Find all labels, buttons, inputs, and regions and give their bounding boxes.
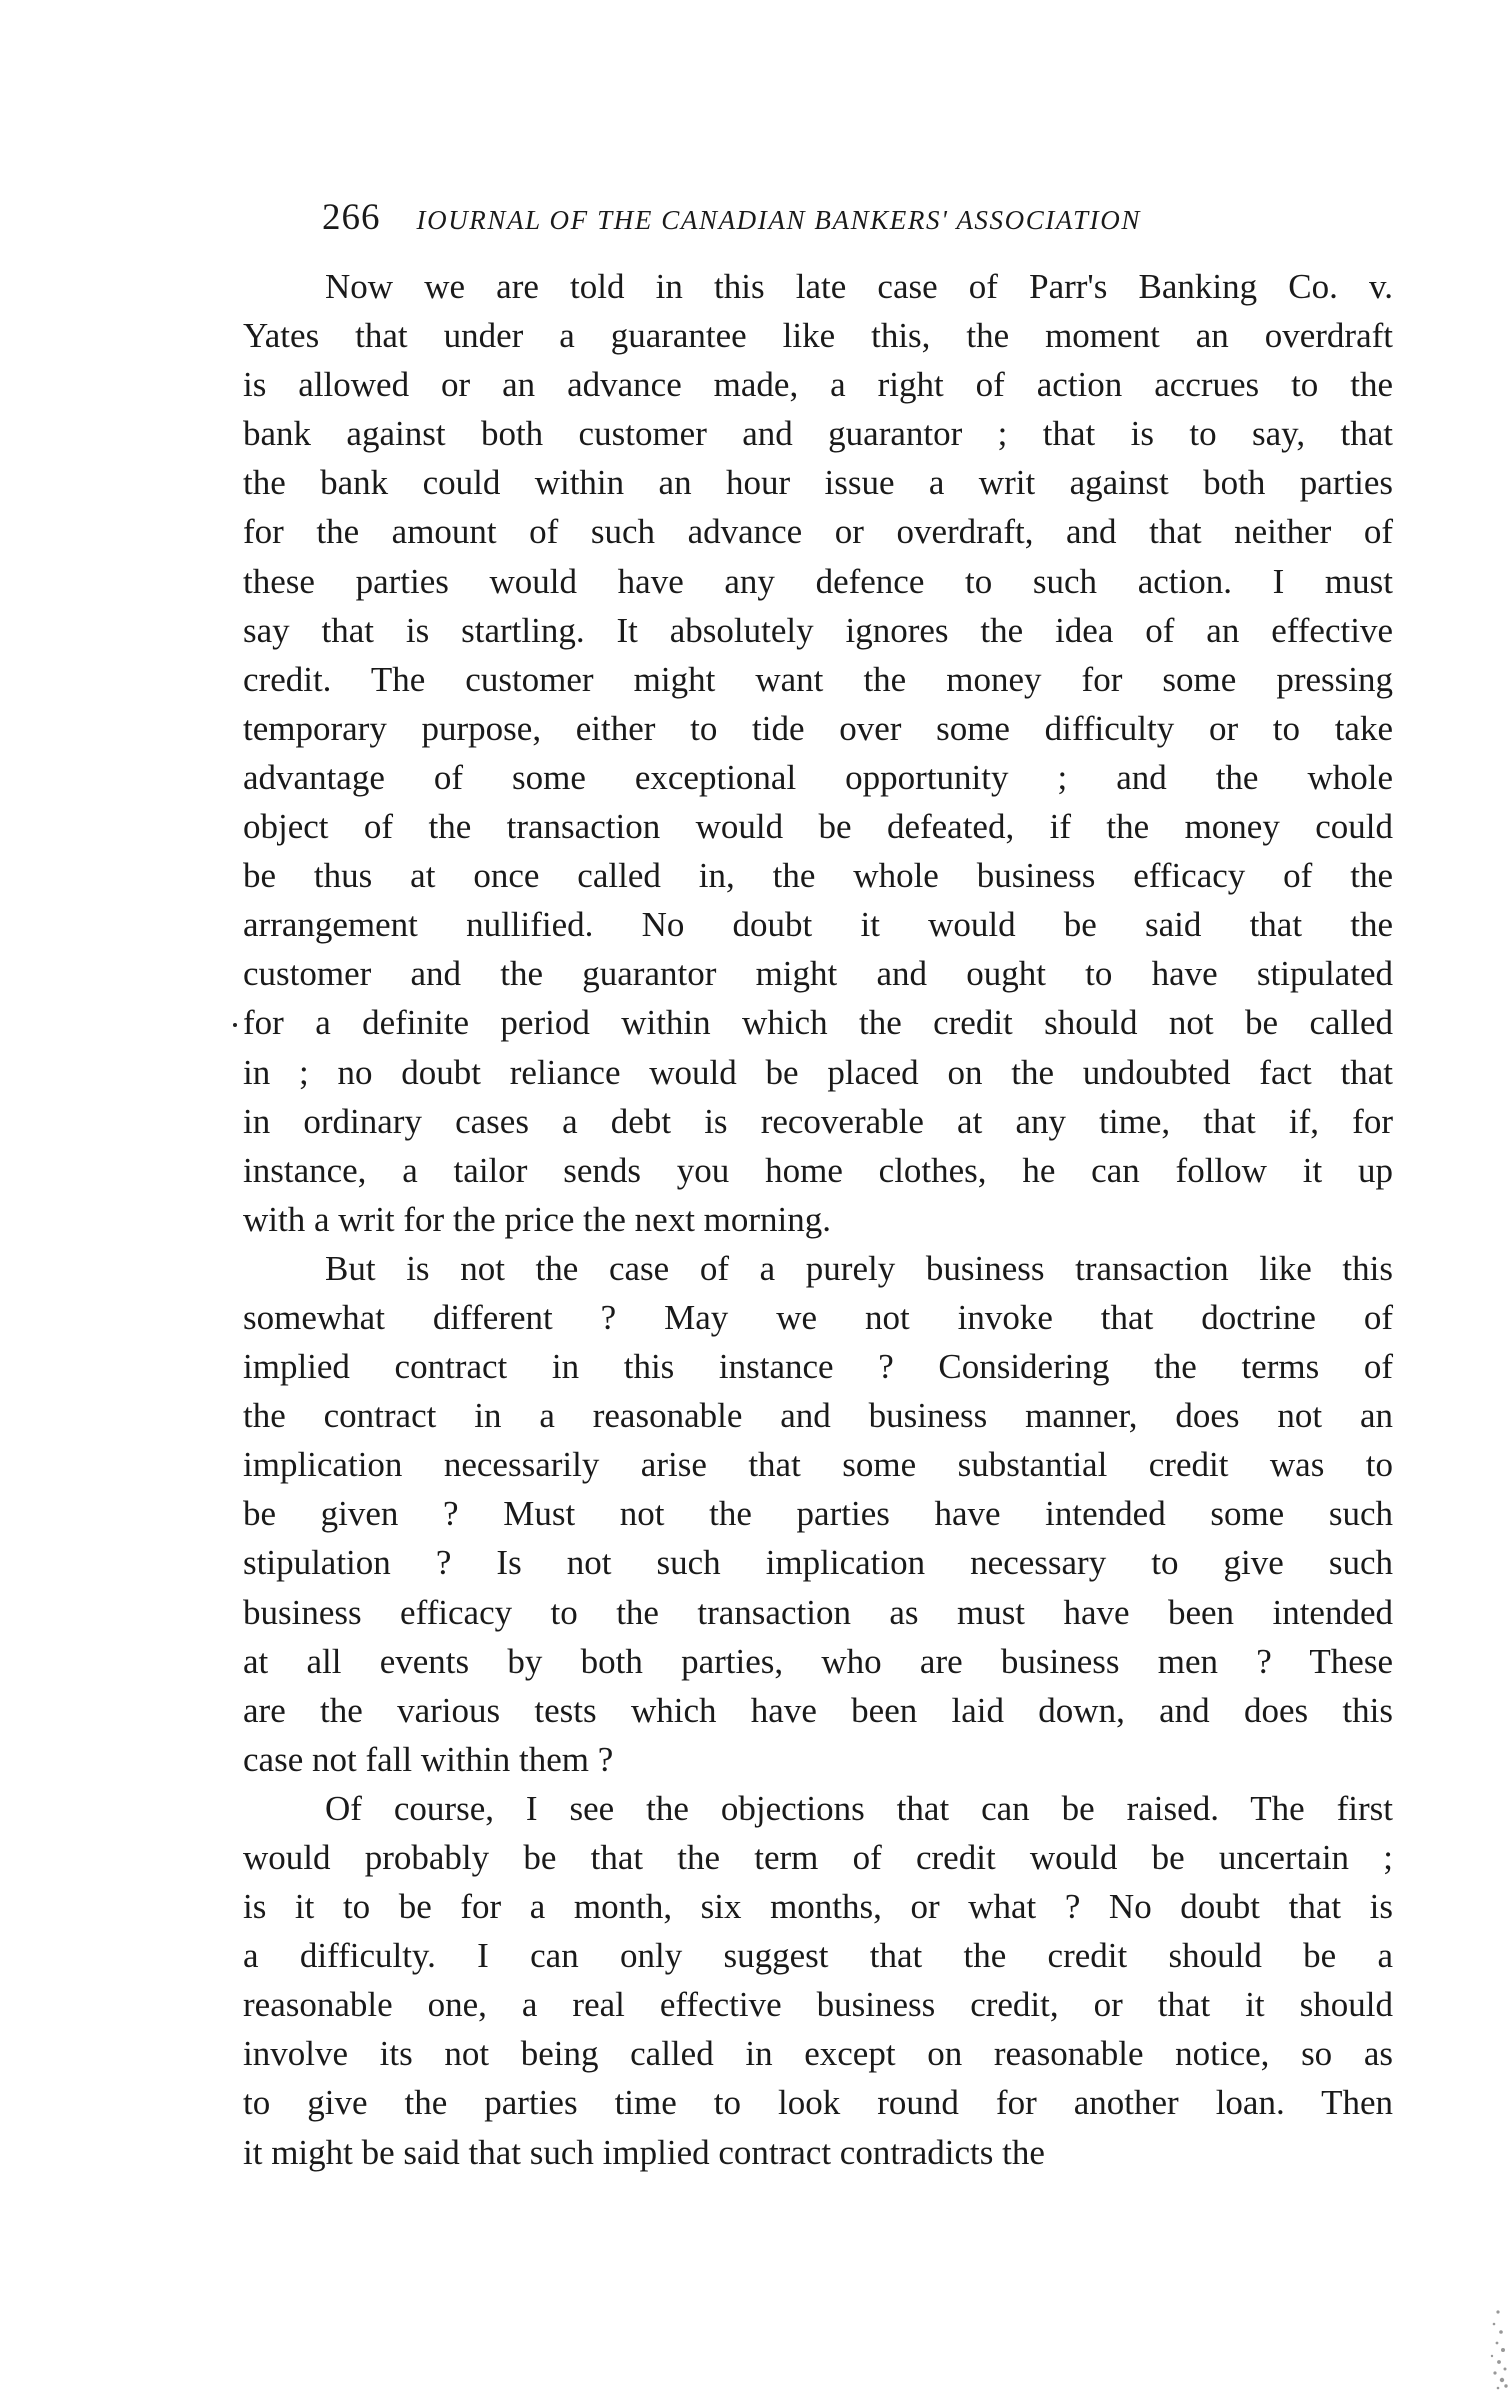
text-line: is allowed or an advance made, a right of action accrues to the bbox=[243, 365, 1393, 405]
text-line: involve its not being called in except on reasonable notice, so as bbox=[243, 2034, 1393, 2074]
text-line: object of the transaction would be defeated, if the money could bbox=[243, 807, 1393, 847]
text-line: are the various tests which have been laid down, and does this bbox=[243, 1690, 1393, 1730]
text-line: be thus at once called in, the whole business efficacy of the bbox=[243, 856, 1393, 896]
text-line: business efficacy to the transaction as must have been intended bbox=[243, 1592, 1393, 1632]
text-line: for the amount of such advance or overdraft, and that neither of bbox=[243, 512, 1393, 552]
text-line: Yates that under a guarantee like this, the moment an overdraft bbox=[243, 316, 1393, 356]
text-line: credit. The customer might want the money for some pressing bbox=[243, 659, 1393, 699]
text-line: bank against both customer and guarantor ; that is to say, that bbox=[243, 414, 1393, 454]
text-line: a difficulty. I can only suggest that the credit should be a bbox=[243, 1936, 1393, 1976]
text-line: implied contract in this instance ? Considering the terms of bbox=[243, 1347, 1393, 1387]
text-line: somewhat different ? May we not invoke that doctrine of bbox=[243, 1297, 1393, 1337]
text-line: arrangement nullified. No doubt it would be said that the bbox=[243, 905, 1393, 945]
journal-title: IOURNAL OF THE CANADIAN BANKERS' ASSOCIATION bbox=[416, 205, 1141, 235]
text-line: in ordinary cases a debt is recoverable at any time, that if, for bbox=[243, 1101, 1393, 1141]
text-line: instance, a tailor sends you home clothes, he can follow it up bbox=[243, 1150, 1393, 1190]
text-line: at all events by both parties, who are business men ? These bbox=[243, 1641, 1393, 1681]
text-line: reasonable one, a real effective business credit, or that it should bbox=[243, 1985, 1393, 2025]
text-line: for a definite period within which the credit should not be called bbox=[243, 1003, 1393, 1043]
text-line: it might be said that such implied contract contradicts the bbox=[243, 2132, 1045, 2172]
text-line: advantage of some exceptional opportunity ; and the whole bbox=[243, 757, 1393, 797]
text-line: But is not the case of a purely business transaction like this bbox=[325, 1248, 1393, 1288]
text-line: be given ? Must not the parties have intended some such bbox=[243, 1494, 1393, 1534]
text-line: temporary purpose, either to tide over some difficulty or to take bbox=[243, 708, 1393, 748]
text-line: the bank could within an hour issue a writ against both parties bbox=[243, 463, 1393, 503]
text-line: case not fall within them ? bbox=[243, 1739, 614, 1779]
text-line: the contract in a reasonable and business manner, does not an bbox=[243, 1396, 1393, 1436]
text-line: implication necessarily arise that some substantial credit was to bbox=[243, 1445, 1393, 1485]
text-line: these parties would have any defence to such action. I must bbox=[243, 561, 1393, 601]
text-line: with a writ for the price the next morning. bbox=[243, 1199, 832, 1239]
page-edge-smudge bbox=[1468, 2242, 1508, 2392]
body-text bbox=[243, 262, 1393, 2177]
paragraph bbox=[243, 262, 1393, 1244]
text-line: would probably be that the term of credit would be uncertain ; bbox=[243, 1838, 1393, 1877]
print-speck bbox=[233, 1023, 237, 1027]
text-line: customer and the guarantor might and ought to have stipulated bbox=[243, 954, 1393, 994]
text-line: to give the parties time to look round for another loan. Then bbox=[243, 2083, 1393, 2123]
text-line: say that is startling. It absolutely ignores the idea of an effective bbox=[243, 610, 1393, 650]
page-number: 266 bbox=[322, 197, 381, 238]
text-line: stipulation ? Is not such implication necessary to give such bbox=[243, 1543, 1393, 1583]
running-head bbox=[322, 196, 1262, 246]
text-line: is it to be for a month, six months, or what ? No doubt that is bbox=[243, 1887, 1393, 1927]
text-line: Of course, I see the objections that can be raised. The first bbox=[325, 1788, 1393, 1828]
text-line: Now we are told in this late case of Parr's Banking Co. v. bbox=[325, 267, 1393, 306]
paragraph bbox=[243, 1244, 1393, 1784]
paragraph bbox=[243, 1784, 1393, 2177]
text-line: in ; no doubt reliance would be placed on the undoubted fact that bbox=[243, 1052, 1393, 1092]
